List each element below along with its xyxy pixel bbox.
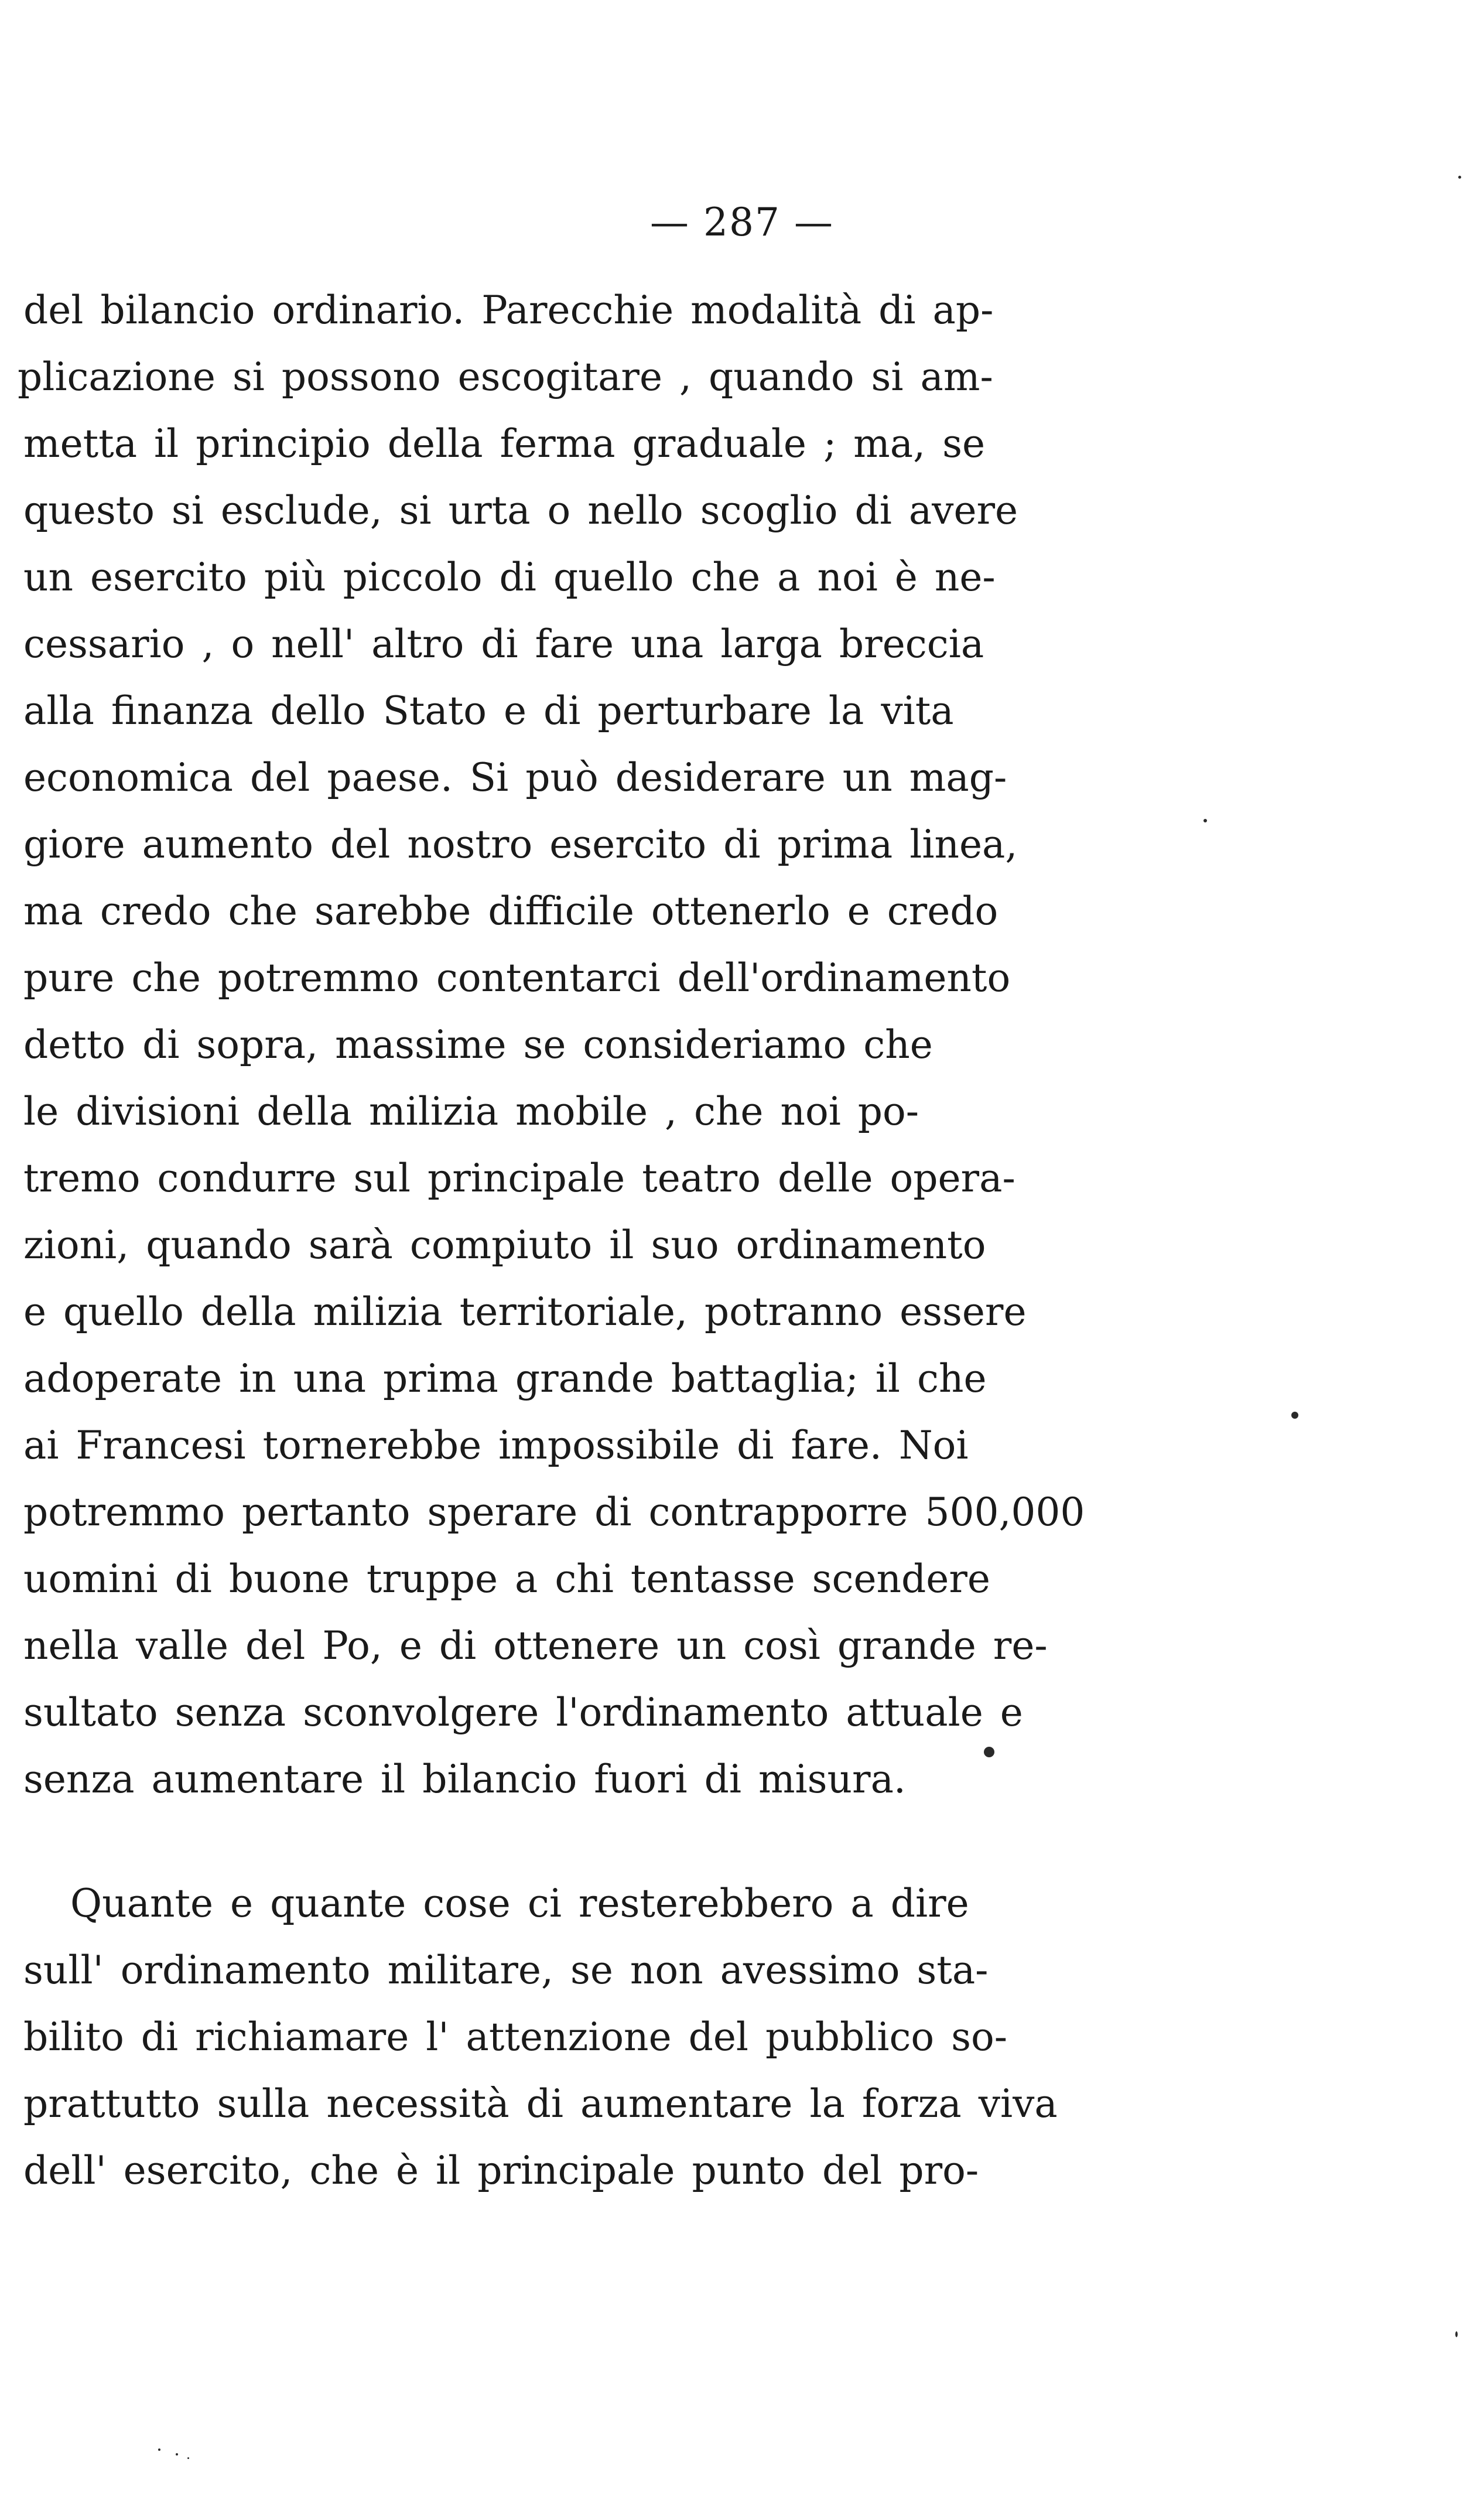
text-line: alla finanza dello Stato e di perturbare la vita bbox=[23, 688, 954, 733]
paper-speck bbox=[1291, 1412, 1298, 1419]
text-line: e quello della milizia territoriale, potranno essere bbox=[23, 1289, 1027, 1334]
text-line: Quante e quante cose ci resterebbero a dire bbox=[70, 1881, 969, 1926]
text-line: ai Francesi tornerebbe impossibile di fare. Noi bbox=[23, 1423, 969, 1468]
text-line: potremmo pertanto sperare di contrapporre 500,000 bbox=[23, 1490, 1085, 1535]
text-line: questo si esclude, si urta o nello scoglio di avere bbox=[23, 488, 1018, 533]
text-line: le divisioni della milizia mobile , che noi po- bbox=[23, 1089, 919, 1134]
text-line: zioni, quando sarà compiuto il suo ordinamento bbox=[23, 1222, 986, 1268]
text-line: sultato senza sconvolgere l'ordinamento attuale e bbox=[23, 1690, 1023, 1735]
text-line: metta il principio della ferma graduale ; ma, se bbox=[23, 421, 986, 466]
text-line: cessario , o nell' altro di fare una larga breccia bbox=[23, 621, 984, 667]
text-line: senza aumentare il bilancio fuori di misura. bbox=[23, 1757, 906, 1802]
text-line: adoperate in una prima grande battaglia; il che bbox=[23, 1356, 987, 1401]
page-number: — 287 — bbox=[650, 200, 834, 245]
paper-speck bbox=[984, 1747, 994, 1757]
text-line: economica del paese. Si può desiderare un mag- bbox=[23, 755, 1007, 800]
text-line: bilito di richiamare l' attenzione del pubblico so- bbox=[23, 2014, 1008, 2060]
text-line: ma credo che sarebbe difficile ottenerlo e credo bbox=[23, 889, 999, 934]
paper-speck bbox=[187, 2457, 189, 2459]
paper-speck bbox=[176, 2453, 178, 2456]
text-line: pure che potremmo contentarci dell'ordinamento bbox=[23, 955, 1011, 1000]
text-line: un esercito più piccolo di quello che a noi è ne- bbox=[23, 555, 996, 600]
text-line: prattutto sulla necessità di aumentare la forza viva bbox=[23, 2081, 1058, 2126]
text-line: giore aumento del nostro esercito di prima linea, bbox=[23, 822, 1018, 867]
text-line: tremo condurre sul principale teatro delle opera- bbox=[23, 1156, 1015, 1201]
paper-speck bbox=[1203, 819, 1207, 822]
paper-speck bbox=[1455, 2331, 1458, 2337]
text-line: dell' esercito, che è il principale punto del pro- bbox=[23, 2148, 979, 2193]
text-line: detto di sopra, massime se consideriamo che bbox=[23, 1022, 933, 1067]
text-line: plicazione si possono escogitare , quando si am- bbox=[18, 354, 993, 399]
text-line: sull' ordinamento militare, se non avessimo sta- bbox=[23, 1948, 989, 1993]
text-line: del bilancio ordinario. Parecchie modalità di ap- bbox=[23, 288, 994, 333]
paper-speck bbox=[158, 2448, 160, 2451]
text-line: nella valle del Po, e di ottenere un così grande re- bbox=[23, 1623, 1048, 1668]
paper-speck bbox=[1458, 176, 1461, 179]
text-line: uomini di buone truppe a chi tentasse scendere bbox=[23, 1556, 990, 1601]
